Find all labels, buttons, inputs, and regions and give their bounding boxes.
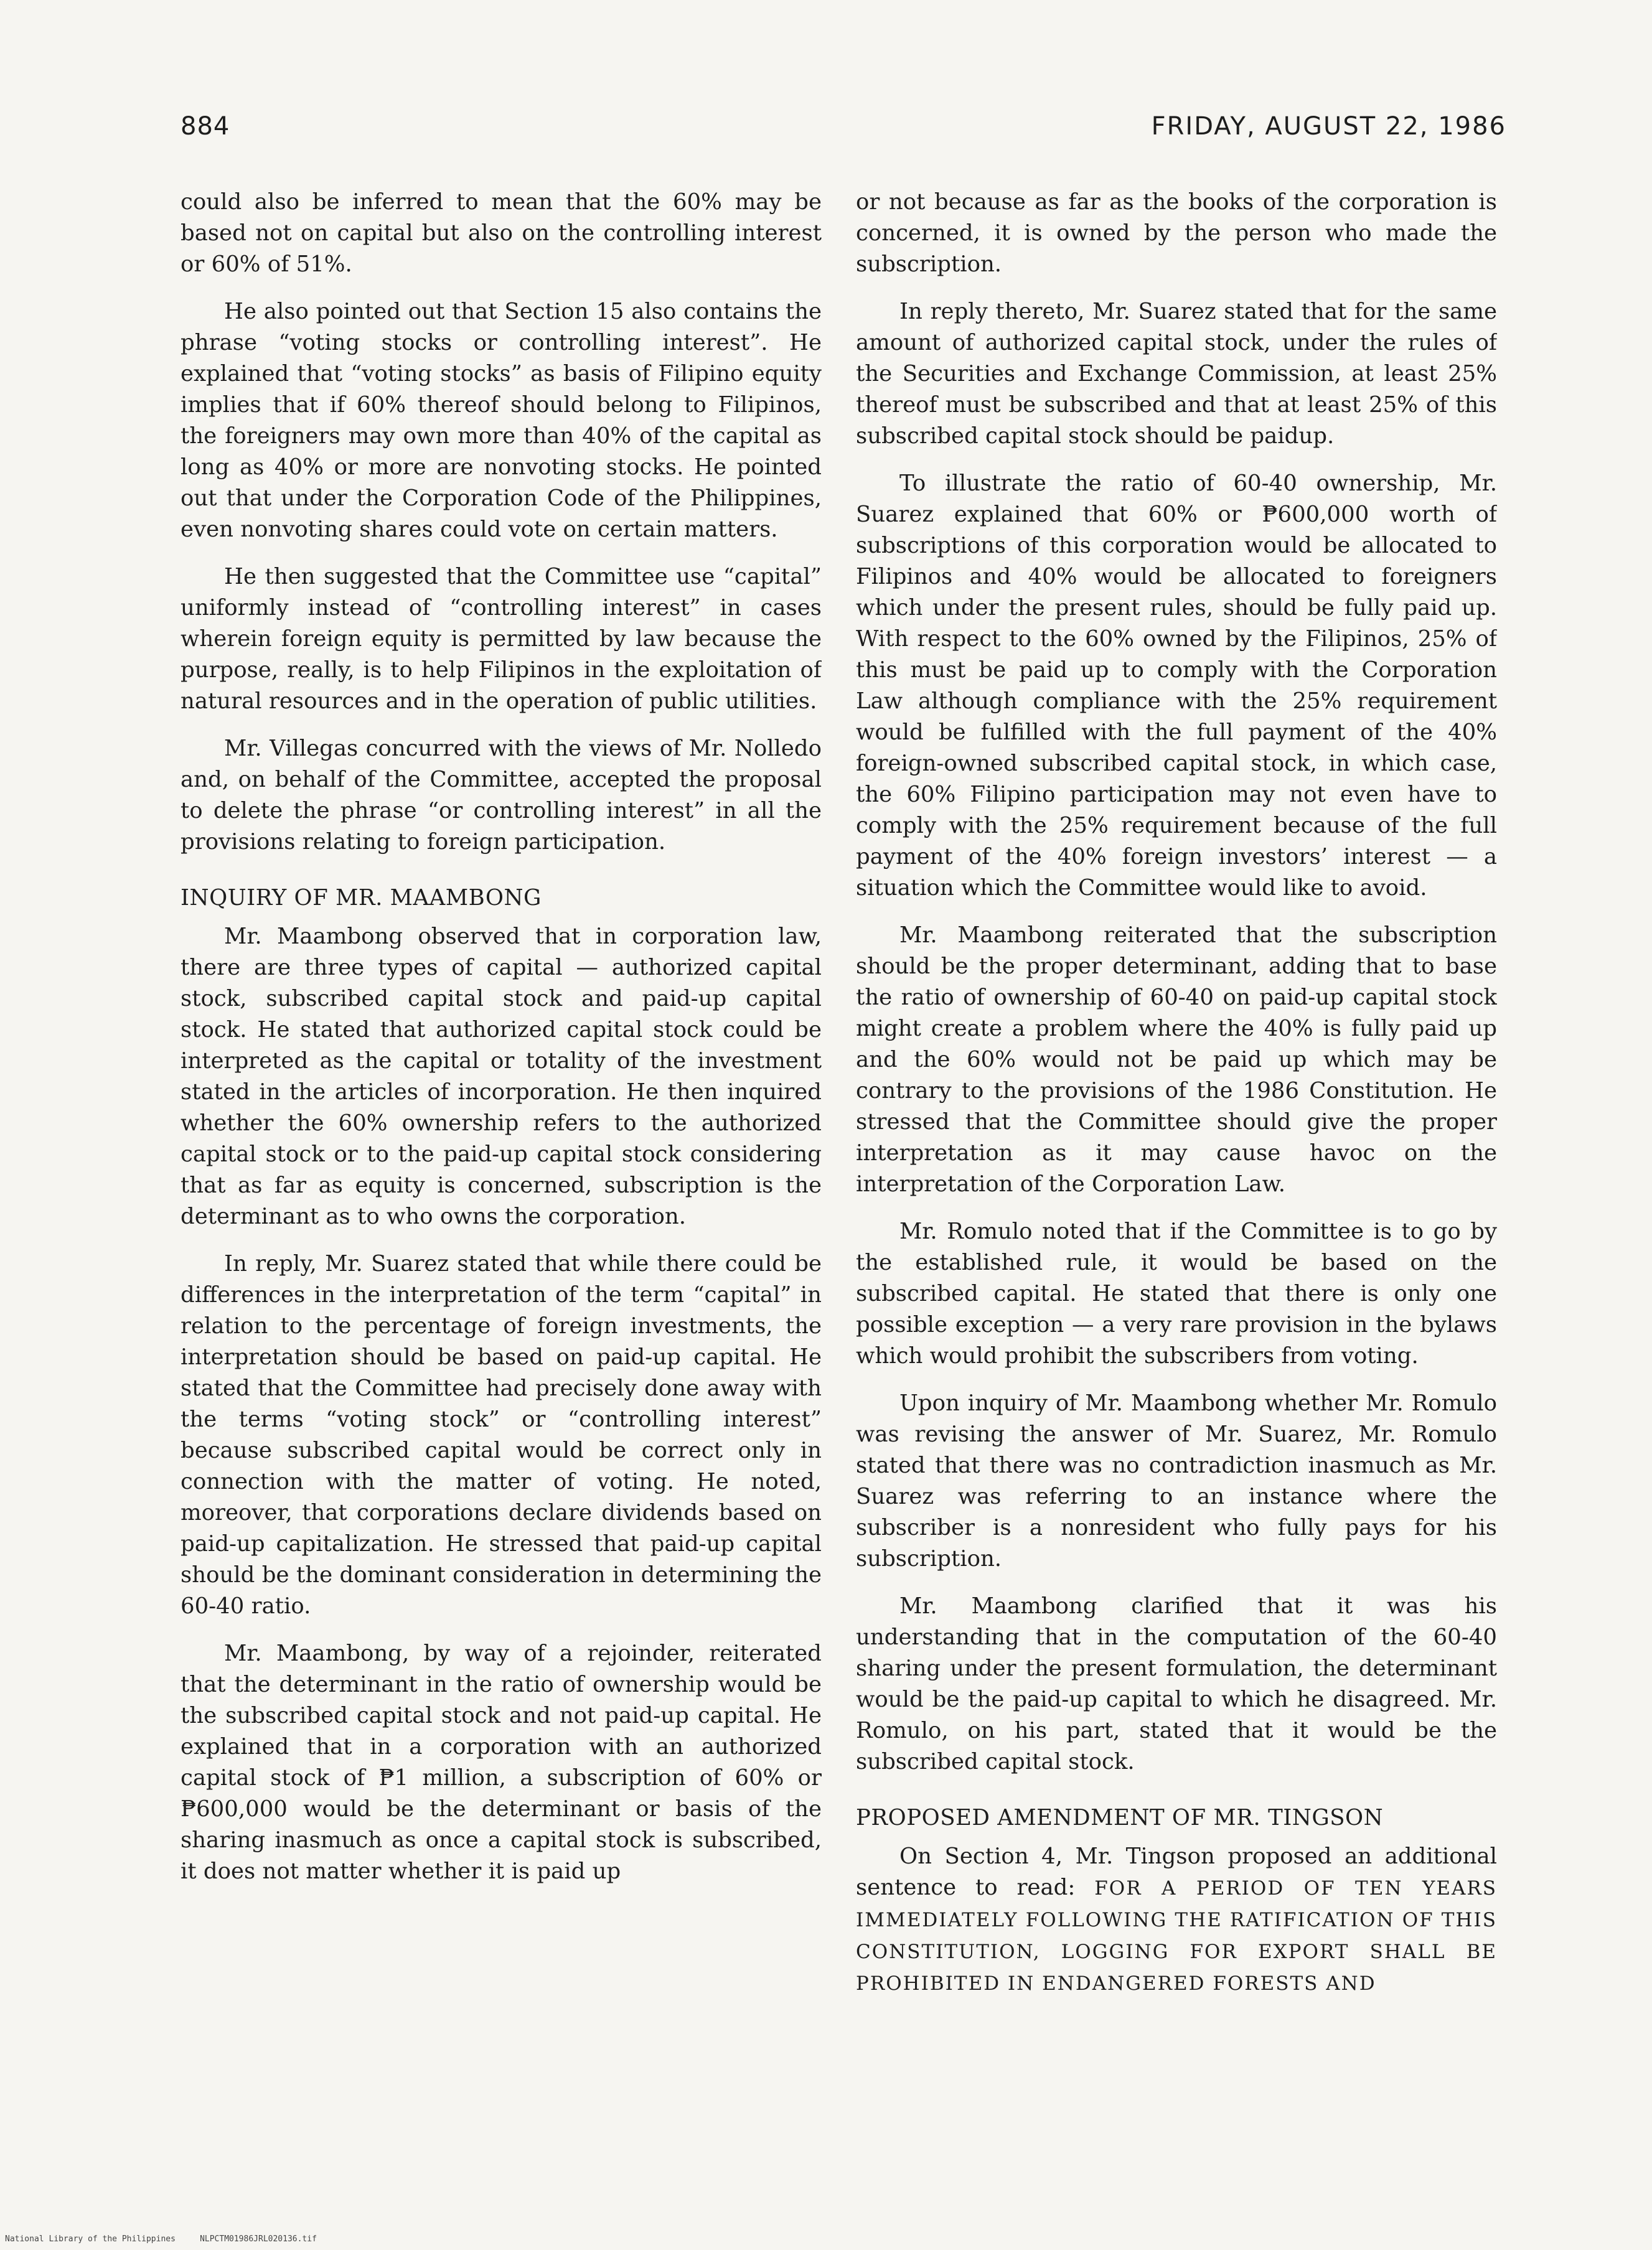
paragraph: Mr. Romulo noted that if the Committee is to go by the established rule, it would be based on the subscribed capital. He stated that there is only one possible exception — a very rare provision in the bylaws which would prohibit the subscribers from voting. — [856, 1219, 1497, 1369]
paragraph: Mr. Maambong clarified that it was his understanding that in the computation of the 60-40 sharing under the present formulation, the determinant would be the paid-up capital to which he disagreed. Mr. Romulo, on his part, stated that it would be the subscribed capital stock. — [856, 1593, 1497, 1774]
section-heading: INQUIRY OF MR. MAAMBONG — [181, 885, 542, 911]
paragraph: Mr. Maambong reiterated that the subscription should be the proper determinant, adding that to base the ratio of ownership of 60-40 on paid-up capital stock might create a problem where the 40% is fully paid up and the 60% would not be paid up which may be contrary to the provisions of the 1986 Constitution. He stressed that the Committee should give the proper interpretation as it may cause havoc on the interpretation of the Corporation Law. — [856, 922, 1497, 1197]
amendment-lead: On Section 4, Mr. Tingson proposed an additional sentence to read: — [856, 1844, 1497, 1900]
amendment-text: FOR A PERIOD OF TEN YEARS IMMEDIATELY FOLLOWING THE RATIFICATION OF THIS CONSTITUTION, LOGGING FOR EXPORT SHALL BE PROHIBITED IN ENDANGERED FORESTS AND — [856, 1877, 1497, 1995]
paragraph: He then suggested that the Committee use “capital” uniformly instead of “controlling interest” in cases wherein foreign equity is permitted by law because the purpose, really, is to help Filipinos in the exploitation of natural resources and in the operation of public utilities. — [181, 564, 822, 714]
page-date: FRIDAY, AUGUST 22, 1986 — [1151, 112, 1506, 141]
paragraph: could also be inferred to mean that the 60% may be based not on capital but also on the controlling interest or 60% of 51%. — [181, 189, 822, 277]
paragraph: He also pointed out that Section 15 also contains the phrase “voting stocks or controlling interest”. He explained that “voting stocks” as basis of Filipino equity implies that if 60% thereof should belong to Filipinos, the foreigners may own more than 40% of the capital as long as 40% or more are nonvoting stocks. He pointed out that under the Corporation Code of the Philippines, even nonvoting shares could vote on certain matters. — [181, 299, 822, 542]
page-header — [181, 112, 1506, 162]
paragraph: In reply, Mr. Suarez stated that while there could be differences in the interpretation of the term “capital” in relation to the percentage of foreign investments, the interpretation should be based on paid-up capital. He stated that the Committee had precisely done away with the terms “voting stock” or “controlling interest” because subscribed capital would be correct only in connection with the matter of voting. He noted, moreover, that corporations declare dividends based on paid-up capitalization. He stressed that paid-up capital should be the dominant consideration in determining the 60-40 ratio. — [181, 1251, 822, 1619]
right-column — [856, 187, 1497, 2041]
paragraph: or not because as far as the books of the corporation is concerned, it is owned by the person who made the subscription. — [856, 189, 1497, 277]
paragraph: To illustrate the ratio of 60-40 ownership, Mr. Suarez explained that 60% or ₱600,000 worth of subscriptions of this corporation would be allocated to Filipinos and 40% would be allocated to foreigners which under the present rules, should be fully paid up. With respect to the 60% owned by the Filipinos, 25% of this must be paid up to comply with the Corporation Law although compliance with the 25% requirement would be fulfilled with the full payment of the 40% foreign-owned subscribed capital stock, in which case, the 60% Filipino participation may not even have to comply with the 25% requirement because of the full payment of the 40% foreign investors’ interest — a situation which the Committee would like to avoid. — [856, 471, 1497, 901]
paragraph: Mr. Maambong observed that in corporation law, there are three types of capital — authorized capital stock, subscribed capital stock and paid-up capital stock. He stated that authorized capital stock could be interpreted as the capital or totality of the investment stated in the articles of incorporation. He then inquired whether the 60% ownership refers to the authorized capital stock or to the paid-up capital stock considering that as far as equity is concerned, subscription is the determinant as to who owns the corporation. — [181, 924, 822, 1229]
paragraph — [856, 1841, 1497, 1999]
section-heading: PROPOSED AMENDMENT OF MR. TINGSON — [856, 1805, 1384, 1830]
paragraph: Mr. Maambong, by way of a rejoinder, reiterated that the determinant in the ratio of ownership would be the subscribed capital stock and not paid-up capital. He explained that in a corporation with an authorized capital stock of ₱1 million, a subscription of 60% or ₱600,000 would be the determinant or basis of the sharing inasmuch as once a capital stock is subscribed, it does not matter whether it is paid up — [181, 1641, 822, 1884]
paragraph: In reply thereto, Mr. Suarez stated that for the same amount of authorized capital stock, under the rules of the Securities and Exchange Commission, at least 25% thereof must be subscribed and that at least 25% of this subscribed capital stock should be paidup. — [856, 299, 1497, 449]
paragraph: Upon inquiry of Mr. Maambong whether Mr. Romulo was revising the answer of Mr. Suarez, Mr. Romulo stated that there was no contradiction inasmuch as Mr. Suarez was referring to an instance where the subscriber is a nonresident who fully pays for his subscription. — [856, 1390, 1497, 1572]
scan-footer: National Library of the Philippines NLPCTM01986JRL020136.tif — [5, 2234, 317, 2244]
paragraph: Mr. Villegas concurred with the views of Mr. Nolledo and, on behalf of the Committee, accepted the proposal to delete the phrase “or controlling interest” in all the provisions relating to foreign participation. — [181, 736, 822, 855]
left-column — [181, 187, 822, 2041]
page-number: 884 — [181, 112, 230, 141]
